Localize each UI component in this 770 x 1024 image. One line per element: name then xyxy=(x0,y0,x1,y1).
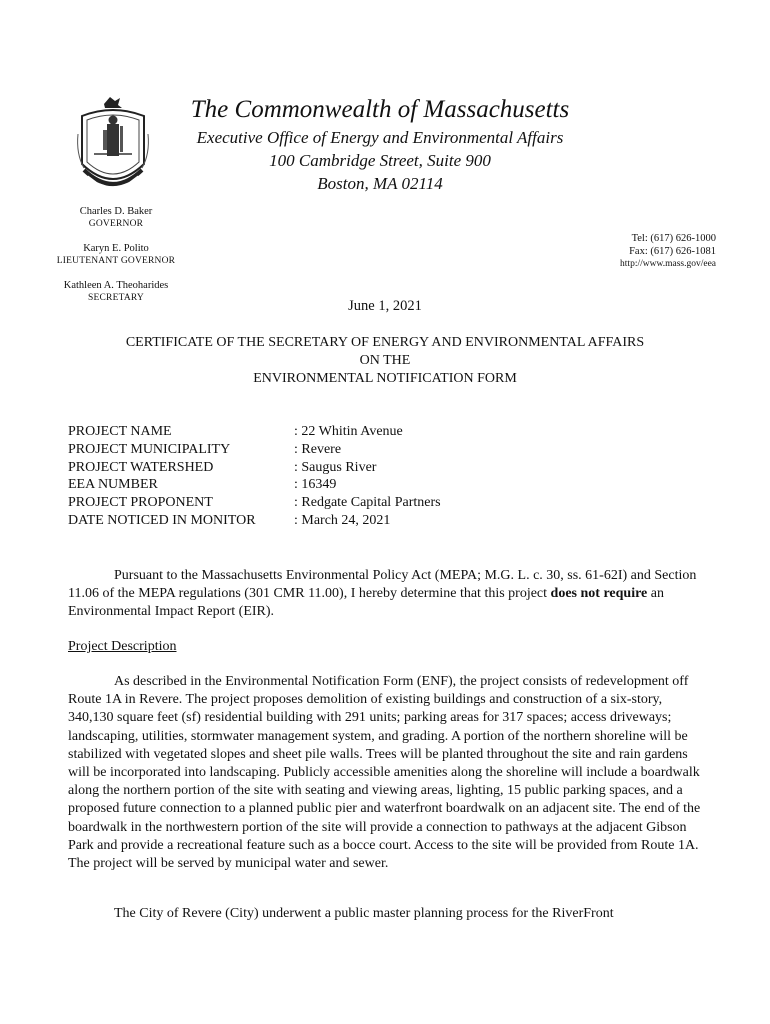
official-name: Charles D. Baker xyxy=(79,206,153,217)
determination-bold: does not require xyxy=(550,586,648,602)
field-value: : Redgate Capital Partners xyxy=(294,495,441,511)
field-label: EEA NUMBER xyxy=(68,477,158,493)
determination-text-a: Pursuant to the Massachusetts Environmental Policy Act (MEPA; M.G. L. c. 30, ss. 61-62I) and Section 11.06 of the MEPA regulations (301 CMR 11.00), I hereby determine that this project xyxy=(68,568,697,602)
official-lieutenant-governor xyxy=(50,243,182,267)
letterhead-title: The Commonwealth of Massachusetts xyxy=(190,96,570,123)
contact-url: http://www.mass.gov/eea xyxy=(620,259,716,269)
field-label: DATE NOTICED IN MONITOR xyxy=(68,512,256,528)
letterhead-office: Executive Office of Energy and Environmental Affairs xyxy=(196,128,564,147)
contact-fax: Fax: (617) 626-1081 xyxy=(629,246,716,257)
field-label: PROJECT PROPONENT xyxy=(68,495,213,511)
official-governor xyxy=(50,206,182,230)
determination-paragraph xyxy=(68,567,708,622)
determination-text-b: an Environmental Impact Report (EIR). xyxy=(68,586,664,620)
field-label: PROJECT WATERSHED xyxy=(68,459,214,475)
letterhead-address-line-2: Boston, MA 02114 xyxy=(317,174,443,193)
field-value: : 22 Whitin Avenue xyxy=(294,424,403,439)
field-project-municipality xyxy=(68,441,441,459)
field-eea-number xyxy=(68,476,441,494)
certificate-title xyxy=(0,334,770,388)
project-fields xyxy=(68,423,441,530)
official-name: Kathleen A. Theoharides xyxy=(63,280,169,291)
field-label: PROJECT MUNICIPALITY xyxy=(68,441,231,457)
massachusetts-seal-icon xyxy=(74,94,152,198)
contact-info xyxy=(620,232,716,271)
field-project-watershed xyxy=(68,459,441,477)
contact-tel: Tel: (617) 626-1000 xyxy=(631,233,716,244)
field-value: : Saugus River xyxy=(294,459,377,475)
official-name: Karyn E. Polito xyxy=(83,243,149,254)
field-value: : 16349 xyxy=(294,477,337,493)
planning-paragraph: The City of Revere (City) underwent a public master planning process for the RiverFront xyxy=(114,906,614,921)
project-description-paragraph: As described in the Environmental Notification Form (ENF), the project consists of redevelopment off Route 1A in Revere. The project proposes demolition of existing buildings and construction of a six-story, 340,130 square feet (sf) residential building with 291 units; parking areas for 317 spaces; access driveways; landscaping, utilities, stormwater management system, and grading. A portion of the northern shoreline will be stabilized with vegetated slopes and sheet pile walls. Trees will be planted throughout the site and rain gardens will be incorporated into landscaping. Publicly accessible amenities along the shoreline will include a boardwalk along the northern portion of the site with seating and viewing areas, lighting, 15 public parking spaces, and a proposed future connection to a planned public pier and waterfront boardwalk on an adjacent site. The end of the boardwalk in the northwestern portion of the site will provide a connection to pathways at the adjacent Gibson Park and provide a recreational feature such as a bocce court. Access to the site will be provided from Route 1A. The project will be served by municipal water and sewer. xyxy=(68,674,701,872)
certificate-title-line-1: CERTIFICATE OF THE SECRETARY OF ENERGY AND ENVIRONMENTAL AFFAIRS xyxy=(125,335,645,350)
document-date: June 1, 2021 xyxy=(348,298,422,314)
field-project-proponent xyxy=(68,494,441,512)
official-title: GOVERNOR xyxy=(88,219,144,229)
field-project-name xyxy=(68,423,441,441)
field-value: : March 24, 2021 xyxy=(294,512,391,528)
certificate-title-line-3: ENVIRONMENTAL NOTIFICATION FORM xyxy=(253,371,517,386)
field-label: PROJECT NAME xyxy=(68,424,172,439)
section-heading: Project Description xyxy=(68,639,177,654)
field-date-noticed xyxy=(68,512,441,530)
official-title: LIEUTENANT GOVERNOR xyxy=(56,256,176,266)
certificate-title-line-2: ON THE xyxy=(359,353,411,368)
field-value: : Revere xyxy=(294,441,342,457)
letterhead-address-line-1: 100 Cambridge Street, Suite 900 xyxy=(269,151,491,170)
official-title: SECRETARY xyxy=(88,293,144,303)
letterhead xyxy=(160,94,600,195)
